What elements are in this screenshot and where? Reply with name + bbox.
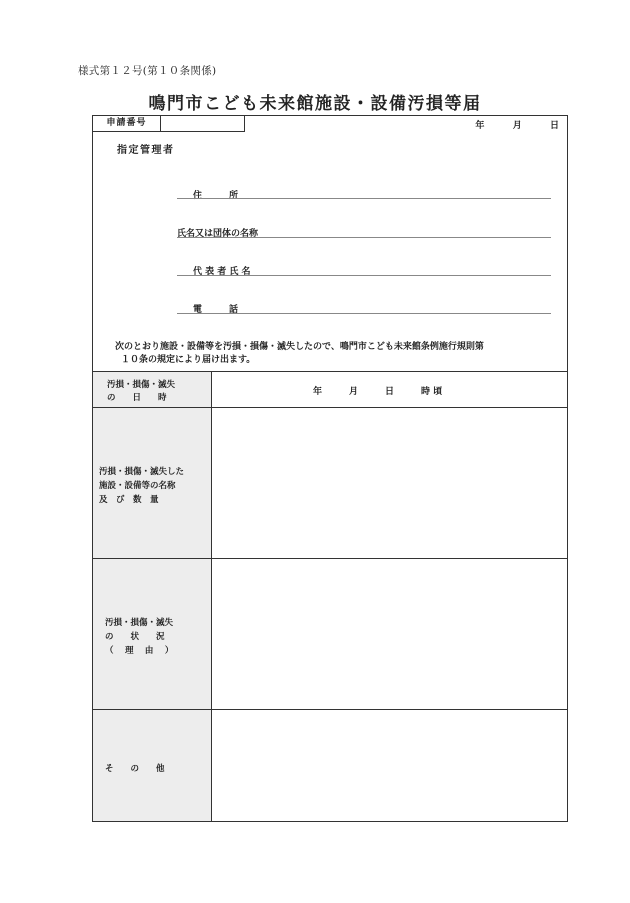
datetime-label-line-1: 汚損・損傷・滅失	[107, 380, 176, 390]
facility-label-line-2: 施設・設備等の名称	[99, 481, 176, 491]
name-field[interactable]	[177, 237, 551, 238]
application-number-label: 申請番号	[93, 116, 161, 131]
facility-label-line-3: 及 び 数 量	[99, 495, 159, 505]
name-label: 氏名又は団体の名称	[177, 229, 259, 239]
date-month-label: 月	[512, 121, 522, 131]
page-title: 鳴門市こども未来館施設・設備汚損等届	[148, 94, 482, 114]
manager-label: 指定管理者	[117, 145, 175, 156]
date-day-label: 日	[549, 121, 559, 131]
datetime-field[interactable]	[213, 372, 567, 407]
datetime-label-line-2: の 日 時	[107, 393, 167, 403]
table-row-facility	[93, 407, 567, 558]
notice-text	[115, 341, 561, 367]
notice-line-1: 次のとおり施設・設備等を汚損・損傷・滅失したので、鳴門市こども未来館条例施行規則第	[115, 342, 484, 352]
situation-label-line-3: （ 理 由 ）	[105, 646, 174, 656]
facility-field[interactable]	[213, 408, 567, 558]
representative-field[interactable]	[177, 275, 551, 276]
datetime-label	[93, 372, 212, 407]
table-row-other	[93, 709, 567, 821]
table-row-situation	[93, 558, 567, 709]
facility-label-line-1: 汚損・損傷・滅失した	[99, 467, 185, 477]
address-label: 住 所	[193, 191, 239, 201]
facility-label	[93, 408, 212, 558]
situation-label-line-1: 汚損・損傷・滅失	[105, 618, 174, 628]
application-number-field[interactable]	[93, 116, 245, 132]
situation-field[interactable]	[213, 559, 567, 709]
other-label-line-1: そ の 他	[105, 764, 165, 774]
situation-label	[93, 559, 212, 709]
datetime-placeholder: 年 月 日 時 頃	[313, 387, 443, 397]
table-row-datetime	[93, 371, 567, 407]
other-field[interactable]	[213, 710, 567, 821]
phone-field[interactable]	[177, 313, 551, 314]
situation-label-line-2: の 状 況	[105, 632, 165, 642]
notice-line-2: １０条の規定により届け出ます。	[121, 355, 256, 365]
phone-label: 電 話	[193, 305, 239, 315]
submission-date	[475, 118, 559, 131]
form-sheet	[92, 115, 568, 822]
date-year-label: 年	[475, 121, 485, 131]
form-id: 様式第１２号(第１０条関係)	[78, 65, 217, 77]
representative-label: 代 表 者 氏 名	[193, 267, 251, 277]
other-label	[93, 710, 212, 821]
address-field[interactable]	[177, 198, 551, 199]
